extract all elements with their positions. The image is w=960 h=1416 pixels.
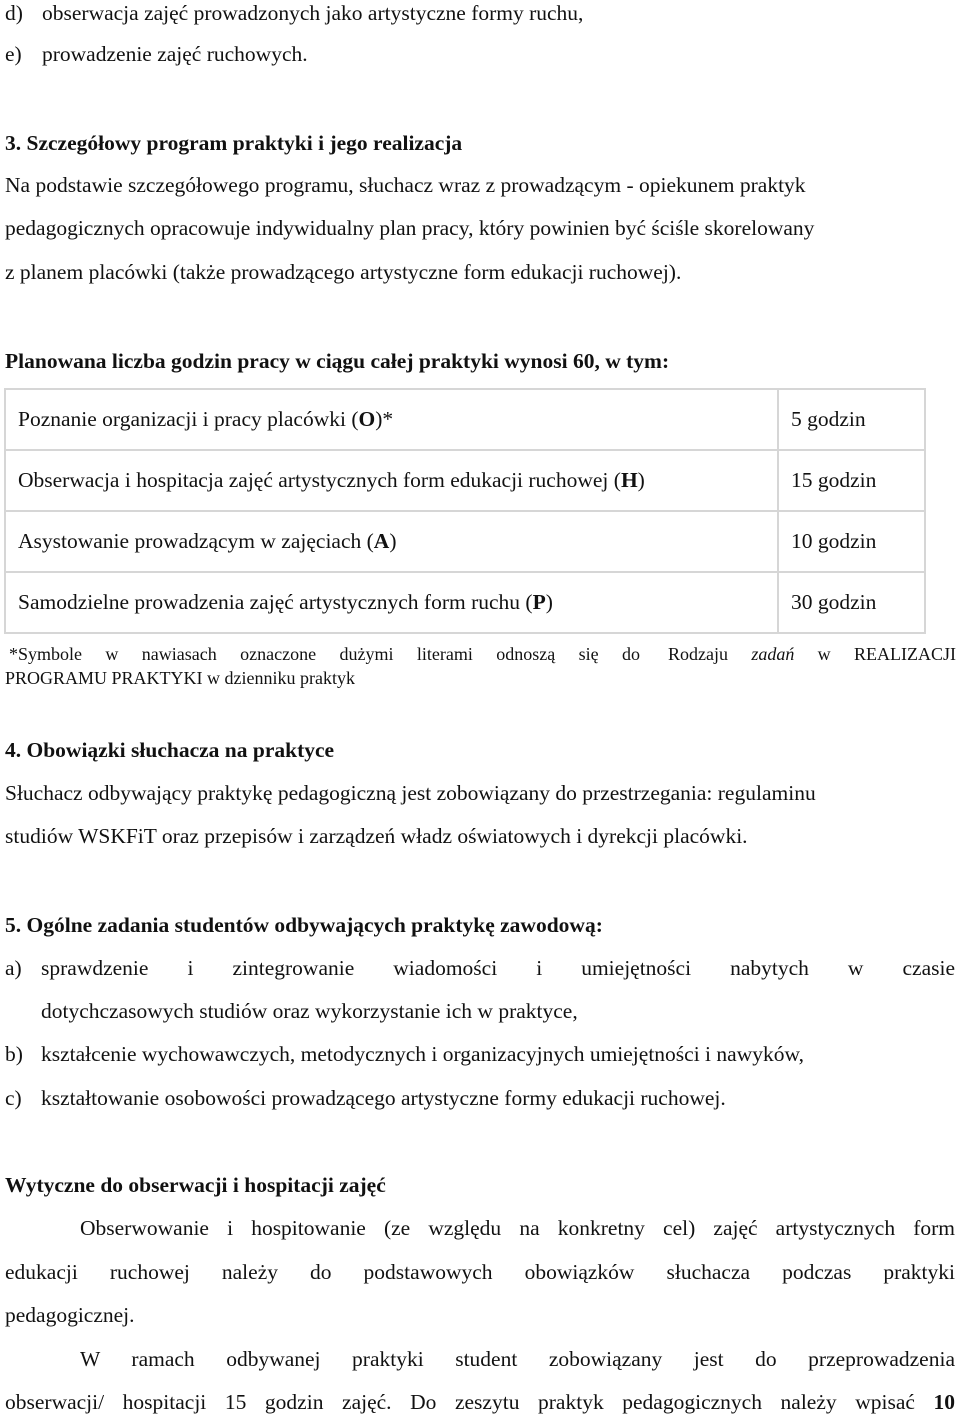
section-3-line-2: pedagogicznych opracowuje indywidualny plan pracy, który powinien być ściśle skorelowany [5, 216, 815, 240]
section-3-line-1: Na podstawie szczegółowego programu, słuchacz wraz z prowadzącym - opiekunem praktyk [5, 173, 806, 197]
hours-cell: 15 godzin [778, 450, 925, 511]
guidelines-para-1-line-1: Obserwowanie i hospitowanie (ze względu na konkretny cel) zajęć artystycznych form [80, 1216, 955, 1240]
hours-cell: 10 godzin [778, 511, 925, 572]
activity-cell: Poznanie organizacji i pracy placówki (O)* [5, 389, 778, 450]
hours-cell: 5 godzin [778, 389, 925, 450]
list-item-b: kształcenie wychowawczych, metodycznych i organizacyjnych umiejętności i nawyków, [41, 1042, 804, 1066]
list-item-a-line-2: dotychczasowych studiów oraz wykorzystanie ich w praktyce, [41, 999, 578, 1023]
guidelines-para-2-line-1: W ramach odbywanej praktyki student zobowiązany jest do przeprowadzenia [80, 1347, 955, 1371]
guidelines-para-2-line-2: obserwacji/ hospitacji 15 godzin zajęć. Do zeszytu praktyk pedagogicznych należy wpisać 10 [5, 1390, 955, 1414]
hours-cell: 30 godzin [778, 572, 925, 633]
list-item-a-line-1: sprawdzenie i zintegrowanie wiadomości i umiejętności nabytych w czasie [41, 956, 955, 980]
footnote-line-1-left: *Symbole w nawiasach oznaczone dużymi literami odnoszą się do [9, 644, 640, 664]
guidelines-para-1-line-3: pedagogicznej. [5, 1303, 135, 1327]
list-item-c: kształtowanie osobowości prowadzącego artystyczne formy edukacji ruchowej. [41, 1086, 726, 1110]
hours-intro: Planowana liczba godzin pracy w ciągu całej praktyki wynosi 60, w tym: [5, 349, 670, 373]
list-label-c: c) [5, 1086, 22, 1110]
list-label-b: b) [5, 1042, 23, 1066]
guidelines-para-1-line-2: edukacji ruchowej należy do podstawowych obowiązków słuchacza podczas praktyki [5, 1260, 955, 1284]
section-3-line-3: z planem placówki (także prowadzącego artystyczne form edukacji ruchowej). [5, 260, 682, 284]
section-4-line-2: studiów WSKFiT oraz przepisów i zarządzeń władz oświatowych i dyrekcji placówki. [5, 824, 748, 848]
list-label-a: a) [5, 956, 22, 980]
table-row [5, 450, 925, 511]
table-row [5, 511, 925, 572]
footnote-line-2: PROGRAMU PRAKTYKI w dzienniku praktyk [5, 668, 355, 688]
section-3-heading: 3. Szczegółowy program praktyki i jego realizacja [5, 131, 463, 155]
table-row [5, 572, 925, 633]
table-row [5, 389, 925, 450]
guidelines-heading: Wytyczne do obserwacji i hospitacji zajęć [5, 1173, 386, 1197]
activity-cell: Obserwacja i hospitacja zajęć artystycznych form edukacji ruchowej (H) [5, 450, 778, 511]
footnote-line-1-right: Rodzaju zadań w REALIZACJI [668, 644, 956, 664]
section-5-heading: 5. Ogólne zadania studentów odbywających praktykę zawodową: [5, 913, 603, 937]
activity-cell: Asystowanie prowadzącym w zajęciach (A) [5, 511, 778, 572]
activity-cell: Samodzielne prowadzenia zajęć artystycznych form ruchu (P) [5, 572, 778, 633]
document-page: d) obserwacja zajęć prowadzonych jako artystyczne formy ruchu, e) prowadzenie zajęć ruchowych. 3. Szczegółowy program praktyki i jego realizacja Na podstawie szczegółowego programu, słuchacz wraz z prowadzącym - opiekunem praktyk pedagogicznych opracowuje indywidualny plan pracy, który powinien być ściśle skorelowany z planem placówki (także prowadzącego artystyczne form edukacji ruchowej). Planowana liczba godzin pracy w ciągu całej praktyki wynosi 60, w tym: Poznanie organizacji i pracy placówki (O)* 5 godzin Obserwacja i hospitacja zajęć artystycznych form edukacji ruchowej (H) 15 godzin Asystowanie prowadzącym w zajęciach (A) 10 godzin Samodzielne prowadzenia zajęć artystycznych form ruchu (P) 30 godzin *Symbole w nawiasach oznaczone dużymi literami odnoszą się do Rodzaju zadań w REALIZACJI PROGRAMU PRAKTYKI w dzienniku praktyk 4. Obowiązki słuchacza na praktyce Słuchacz odbywający praktykę pedagogiczną jest zobowiązany do przestrzegania: regulaminu studiów WSKFiT oraz przepisów i zarządzeń władz oświatowych i dyrekcji placówki. 5. Ogólne zadania studentów odbywających praktykę zawodową: a) sprawdzenie i zintegrowanie wiadomości i umiejętności nabytych w czasie dotychczasowych studiów oraz wykorzystanie ich w praktyce, b) kształcenie wychowawczych, metodycznych i organizacyjnych umiejętności i nawyków, c) kształtowanie osobowości prowadzącego artystyczne formy edukacji ruchowej. Wytyczne do obserwacji i hospitacji zajęć Obserwowanie i hospitowanie (ze względu na konkretny cel) zajęć artystycznych form edukacji ruchowej należy do podstawowych obowiązków słuchacza podczas praktyki pedagogicznej. W ramach odbywanej praktyki student zobowiązany jest do przeprowadzenia obserwacji/ hospitacji 15 godzin zajęć. Do zeszytu praktyk pedagogicznych należy wpisać 10 [5, 1, 956, 1414]
hours-table [4, 388, 926, 634]
section-4-heading: 4. Obowiązki słuchacza na praktyce [5, 738, 335, 762]
section-4-line-1: Słuchacz odbywający praktykę pedagogiczną jest zobowiązany do przestrzegania: regulaminu [5, 781, 816, 805]
